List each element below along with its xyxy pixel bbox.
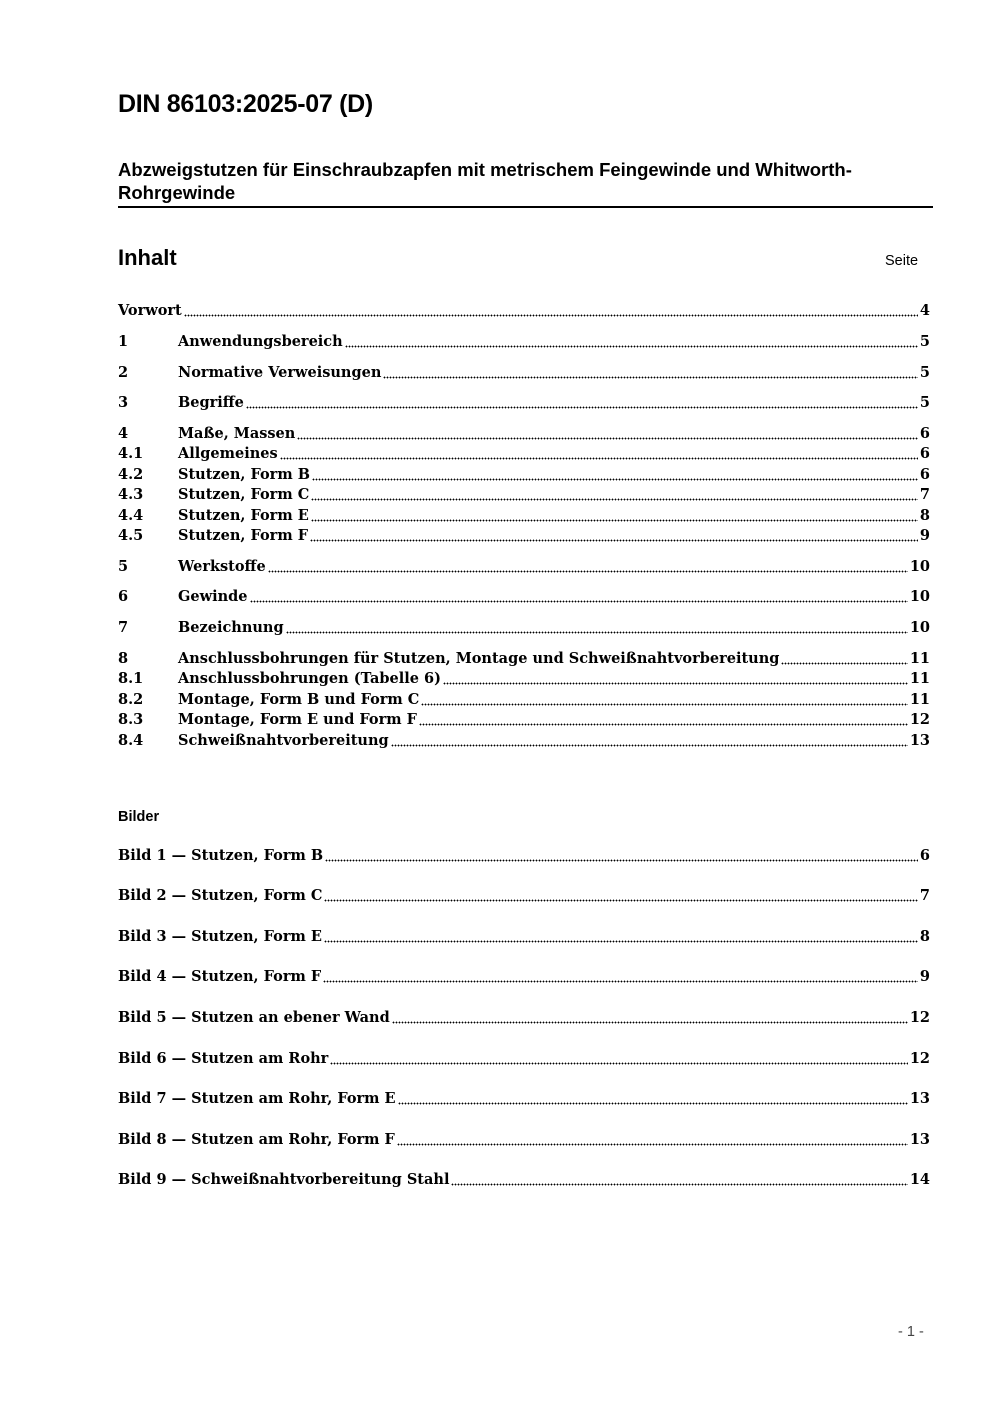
toc-entry-title: Stutzen, Form E [178,507,309,524]
figure-entry[interactable] [118,1008,930,1028]
toc-entry-page: 4 [919,302,930,319]
toc-entry[interactable] [118,557,930,577]
figure-entry-page: 6 [919,847,930,864]
toc-entry[interactable] [118,526,930,546]
toc-entry-page: 6 [919,445,930,462]
page-number: - 1 - [898,1324,924,1340]
toc-entry-page: 8 [919,507,930,524]
figure-entry[interactable] [118,967,930,987]
toc-leader-dots [297,426,918,440]
toc-entry[interactable] [118,669,930,689]
toc-entry[interactable] [118,444,930,464]
toc-leader-dots [324,929,918,943]
toc-entry-number: 4.3 [118,486,144,503]
figure-entry-title: Bild 9 — Schweißnahtvorbereitung Stahl [118,1171,450,1188]
toc-entry-number: 4.1 [118,445,144,462]
toc-leader-dots [421,692,907,706]
toc-entry-number: 8.1 [118,670,144,687]
toc-leader-dots [246,395,918,409]
toc-leader-dots [280,446,918,460]
figure-entry-title: Bild 2 — Stutzen, Form C [118,887,323,904]
toc-entry-title: Werkstoffe [178,558,266,575]
toc-leader-dots [451,1172,907,1186]
figures-heading: Bilder [118,809,160,825]
toc-leader-dots [419,712,908,726]
toc-entry-number: 4.4 [118,507,144,524]
toc-entry[interactable] [118,587,930,607]
toc-entry-title: Montage, Form E und Form F [178,711,417,728]
figure-entry[interactable] [118,1049,930,1069]
toc-leader-dots [383,365,918,379]
toc-entry-title: Maße, Massen [178,425,296,442]
toc-entry[interactable] [118,465,930,485]
figure-entry[interactable] [118,846,930,866]
figure-entry-page: 13 [909,1090,930,1107]
toc-entry-page: 11 [909,670,930,687]
toc-entry[interactable] [118,618,930,638]
toc-entry-title: Begriffe [178,394,244,411]
toc-entry-page: 10 [909,558,930,575]
toc-entry[interactable] [118,485,930,505]
toc-entry-page: 10 [909,619,930,636]
toc-entry[interactable] [118,393,930,413]
toc-entry-number: 3 [118,394,129,411]
toc-leader-dots [184,303,918,317]
toc-entry-page: 6 [919,466,930,483]
toc-entry[interactable] [118,363,930,383]
figure-entry-page: 9 [919,968,930,985]
toc-entry-title: Anwendungsbereich [178,333,343,350]
toc-entry-number: 8.4 [118,732,144,749]
toc-entry-page: 9 [919,527,930,544]
toc-leader-dots [345,334,918,348]
toc-leader-dots [330,1051,908,1065]
toc-leader-dots [392,1010,908,1024]
toc-entry-number: 8 [118,650,129,667]
toc-entry-page: 6 [919,425,930,442]
toc-heading: Inhalt [118,245,177,270]
toc-entry-title: Bezeichnung [178,619,284,636]
toc-entry[interactable] [118,424,930,444]
toc-entry-title: Allgemeines [178,445,278,462]
figure-entry-title: Bild 4 — Stutzen, Form F [118,968,322,985]
figure-entry-title: Bild 6 — Stutzen am Rohr [118,1050,329,1067]
toc-entry-number: 7 [118,619,129,636]
toc-leader-dots [398,1091,908,1105]
figure-entry-title: Bild 3 — Stutzen, Form E [118,928,322,945]
toc-entry-page: 5 [919,364,930,381]
document-id: DIN 86103:2025-07 (D) [118,90,373,118]
figure-entry-page: 8 [919,928,930,945]
toc-leader-dots [268,559,908,573]
toc-entry-number: 4.5 [118,527,144,544]
toc-entry[interactable] [118,731,930,751]
figure-entry[interactable] [118,886,930,906]
toc-entry-page: 7 [919,486,930,503]
toc-leader-dots [312,467,918,481]
toc-leader-dots [250,589,908,603]
toc-leader-dots [781,651,907,665]
toc-entry-number: 2 [118,364,129,381]
toc-leader-dots [391,733,908,747]
toc-entry-title: Anschlussbohrungen für Stutzen, Montage und Schweißnahtvorbereitung [178,650,780,667]
toc-entry-title: Stutzen, Form B [178,466,310,483]
toc-entry-page: 5 [919,333,930,350]
toc-entry-page: 5 [919,394,930,411]
figure-entry[interactable] [118,927,930,947]
toc-entry-number: 4.2 [118,466,144,483]
toc-entry[interactable] [118,301,930,321]
toc-entry-title: Stutzen, Form C [178,486,310,503]
toc-entry[interactable] [118,690,930,710]
toc-leader-dots [325,848,918,862]
figure-entry-title: Bild 5 — Stutzen an ebener Wand [118,1009,390,1026]
figure-entry[interactable] [118,1170,930,1190]
toc-leader-dots [324,888,918,902]
figure-entry-page: 7 [919,887,930,904]
toc-entry-title: Montage, Form B und Form C [178,691,420,708]
toc-leader-dots [311,487,918,501]
toc-entry-page: 13 [909,732,930,749]
figure-entry-title: Bild 8 — Stutzen am Rohr, Form F [118,1131,395,1148]
toc-entry-number: 6 [118,588,129,605]
figure-entry-page: 13 [909,1131,930,1148]
document-title: Abzweigstutzen für Einschraubzapfen mit metrischem Feingewinde und Whitworth-Rohrgewinde [118,158,933,208]
toc-entry-page: 11 [909,691,930,708]
toc-entry-number: 8.2 [118,691,144,708]
toc-entry-title: Anschlussbohrungen (Tabelle 6) [178,670,441,687]
toc-entry-number: 5 [118,558,129,575]
toc-leader-dots [323,969,918,983]
figure-entry[interactable] [118,1089,930,1109]
figure-entry-page: 14 [909,1171,930,1188]
toc-entry-title: Vorwort [118,302,182,319]
toc-entry-page: 12 [909,711,930,728]
figure-entry-page: 12 [909,1050,930,1067]
toc-entry-title: Normative Verweisungen [178,364,382,381]
toc-leader-dots [310,528,918,542]
toc-entry-title: Stutzen, Form F [178,527,309,544]
toc-leader-dots [286,620,908,634]
toc-entry-title: Gewinde [178,588,248,605]
figure-entry-page: 12 [909,1009,930,1026]
toc-leader-dots [311,508,918,522]
toc-leader-dots [443,671,908,685]
toc-entry-number: 8.3 [118,711,144,728]
toc-entry-number: 1 [118,333,129,350]
toc-entry[interactable] [118,710,930,730]
figure-entry[interactable] [118,1130,930,1150]
toc-entry[interactable] [118,649,930,669]
toc-entry-title: Schweißnahtvorbereitung [178,732,389,749]
toc-entry[interactable] [118,506,930,526]
toc-entry-page: 10 [909,588,930,605]
toc-entry[interactable] [118,332,930,352]
toc-page-column-label: Seite [885,253,919,269]
figure-entry-title: Bild 7 — Stutzen am Rohr, Form E [118,1090,396,1107]
toc-entry-page: 11 [909,650,930,667]
toc-entry-number: 4 [118,425,129,442]
toc-leader-dots [397,1132,908,1146]
figure-entry-title: Bild 1 — Stutzen, Form B [118,847,324,864]
